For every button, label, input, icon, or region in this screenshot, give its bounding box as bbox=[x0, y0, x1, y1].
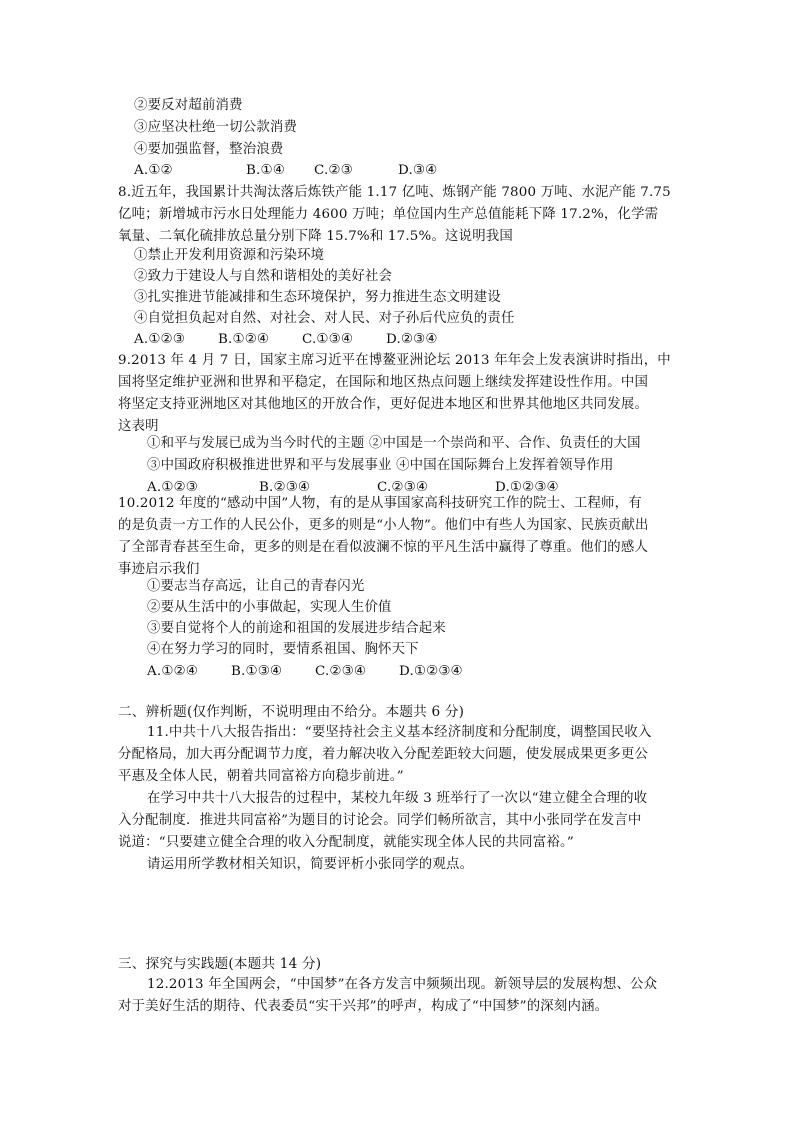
q8-option-a: A.①②③ bbox=[134, 332, 185, 347]
q7-option-c: C.②③ bbox=[314, 163, 353, 178]
section3-heading: 三、探究与实践题(本题共 14 分) bbox=[118, 956, 322, 972]
q8-options bbox=[134, 331, 438, 349]
q7-item-4: ④要加强监督，整治浪费 bbox=[134, 142, 284, 157]
q8-stem-line2: 亿吨；新增城市污水日处理能力 4600 万吨；单位国内生产总值能耗下降 17.2%，化学需 bbox=[118, 207, 659, 222]
q9-stem-line4: 这表明 bbox=[118, 419, 159, 434]
q8-option-d: D.②③④ bbox=[386, 332, 438, 347]
q7-option-b: B.①④ bbox=[246, 163, 285, 178]
q11-line2: 分配格局，加大再分配调节力度，着力解决收入分配差距较大问题，使发展成果更多更公 bbox=[118, 747, 649, 762]
q8-option-b: B.①②④ bbox=[218, 332, 270, 347]
q10-stem-line4: 事迹启示我们 bbox=[118, 562, 200, 577]
q11-line5: 入分配制度．推进共同富裕”为题目的讨论会。同学们畅所欲言，其中小张同学在发言中 bbox=[118, 813, 642, 828]
q9-option-a: A.①②③ bbox=[147, 480, 198, 495]
q10-item-2: ②要从生活中的小事做起，实现人生价值 bbox=[147, 600, 392, 615]
q10-item-3: ③要自觉将个人的前途和祖国的发展进步结合起来 bbox=[147, 621, 446, 636]
q7-option-a: A.①② bbox=[134, 163, 173, 178]
q8-item-4: ④自觉担负起对自然、对社会、对人民、对子孙后代应负的责任 bbox=[134, 311, 515, 326]
q8-stem-line1: 8.近五年，我国累计共淘汰落后炼铁产能 1.17 亿吨、炼钢产能 7800 万吨、水泥产能 7.75 bbox=[118, 185, 671, 200]
q10-option-c: C.②③④ bbox=[315, 664, 367, 679]
q11-line6: 说道：“只要建立健全合理的收入分配制度，就能实现全体人民的共同富裕。” bbox=[118, 835, 574, 850]
q9-stem-line2: 国将坚定维护亚洲和世界和平稳定，在国际和地区热点问题上继续发挥建设性作用。中国 bbox=[118, 375, 649, 390]
q10-stem-line1: 10.2012 年度的“感动中国”人物，有的是从事国家高科技研究工作的院士、工程师，有 bbox=[118, 496, 642, 511]
q7-item-3: ③应坚决杜绝一切公款消费 bbox=[134, 120, 298, 135]
q7-options bbox=[134, 162, 437, 180]
q8-item-1: ①禁止开发利用资源和污染环境 bbox=[134, 248, 325, 263]
q7-item-2: ②要反对超前消费 bbox=[134, 98, 243, 113]
q10-option-a: A.①②④ bbox=[147, 664, 198, 679]
q9-option-b: B.②③④ bbox=[259, 480, 311, 495]
q9-stem-line3: 将坚定支持亚洲地区对其他地区的开放合作，更好促进本地区和世界其他地区共同发展。 bbox=[118, 397, 649, 412]
section2-heading: 二、辨析题(仅作判断，不说明理由不给分。本题共 6 分) bbox=[118, 704, 465, 720]
q12-line1: 12.2013 年全国两会，“中国梦”在各方发言中频频出现。新领导层的发展构想、公众 bbox=[147, 977, 658, 992]
q11-line4: 在学习中共十八大报告的过程中，某校九年级 3 班举行了一次以“建立健全合理的收 bbox=[147, 791, 648, 806]
q9-stem-line1: 9.2013 年 4 月 7 日，国家主席习近平在博鳌亚洲论坛 2013 年年会上发表演讲时指出，中 bbox=[118, 353, 671, 368]
q10-stem-line3: 了全部青春甚至生命，更多的则是在看似波澜不惊的平凡生活中赢得了尊重。他们的感人 bbox=[118, 540, 649, 555]
q10-option-b: B.①③④ bbox=[231, 664, 283, 679]
q10-options bbox=[147, 663, 463, 681]
q8-option-c: C.①③④ bbox=[302, 332, 354, 347]
q7-option-d: D.③④ bbox=[398, 163, 438, 178]
q8-item-2: ②致力于建设人与自然和谐相处的美好社会 bbox=[134, 269, 393, 284]
q11-line3: 平惠及全体人民，朝着共同富裕方向稳步前进。” bbox=[118, 769, 404, 784]
q10-option-d: D.①②③④ bbox=[399, 664, 463, 679]
q10-stem-line2: 的是负责一方工作的人民公仆，更多的则是“小人物”。他们中有些人为国家、民族贡献出 bbox=[118, 518, 649, 533]
q10-item-4: ④在努力学习的同时，要情系祖国、胸怀天下 bbox=[147, 642, 419, 657]
q8-item-3: ③扎实推进节能减排和生态环境保护，努力推进生态文明建设 bbox=[134, 290, 501, 305]
q9-option-c: C.②③④ bbox=[377, 480, 429, 495]
q11-question: 请运用所学教材相关知识，简要评析小张同学的观点。 bbox=[147, 857, 474, 872]
q9-items-row1: ①和平与发展已成为当今时代的主题 ②中国是一个崇尚和平、合作、负责任的大国 bbox=[147, 436, 641, 451]
q9-option-d: D.①②③④ bbox=[495, 480, 559, 495]
q11-line1: 11.中共十八大报告指出：“要坚持社会主义基本经济制度和分配制度，调整国民收入 bbox=[147, 725, 652, 740]
q12-line2: 对于美好生活的期待、代表委员“实干兴邦”的呼声，构成了“中国梦”的深刻内涵。 bbox=[118, 999, 609, 1014]
q10-item-1: ①要志当存高远，让自己的青春闪光 bbox=[147, 579, 365, 594]
q8-stem-line3: 氧量、二氧化硫排放总量分别下降 15.7%和 17.5%。这说明我国 bbox=[118, 229, 513, 244]
q9-items-row2: ③中国政府积极推进世界和平与发展事业 ④中国在国际舞台上发挥着领导作用 bbox=[147, 458, 614, 473]
